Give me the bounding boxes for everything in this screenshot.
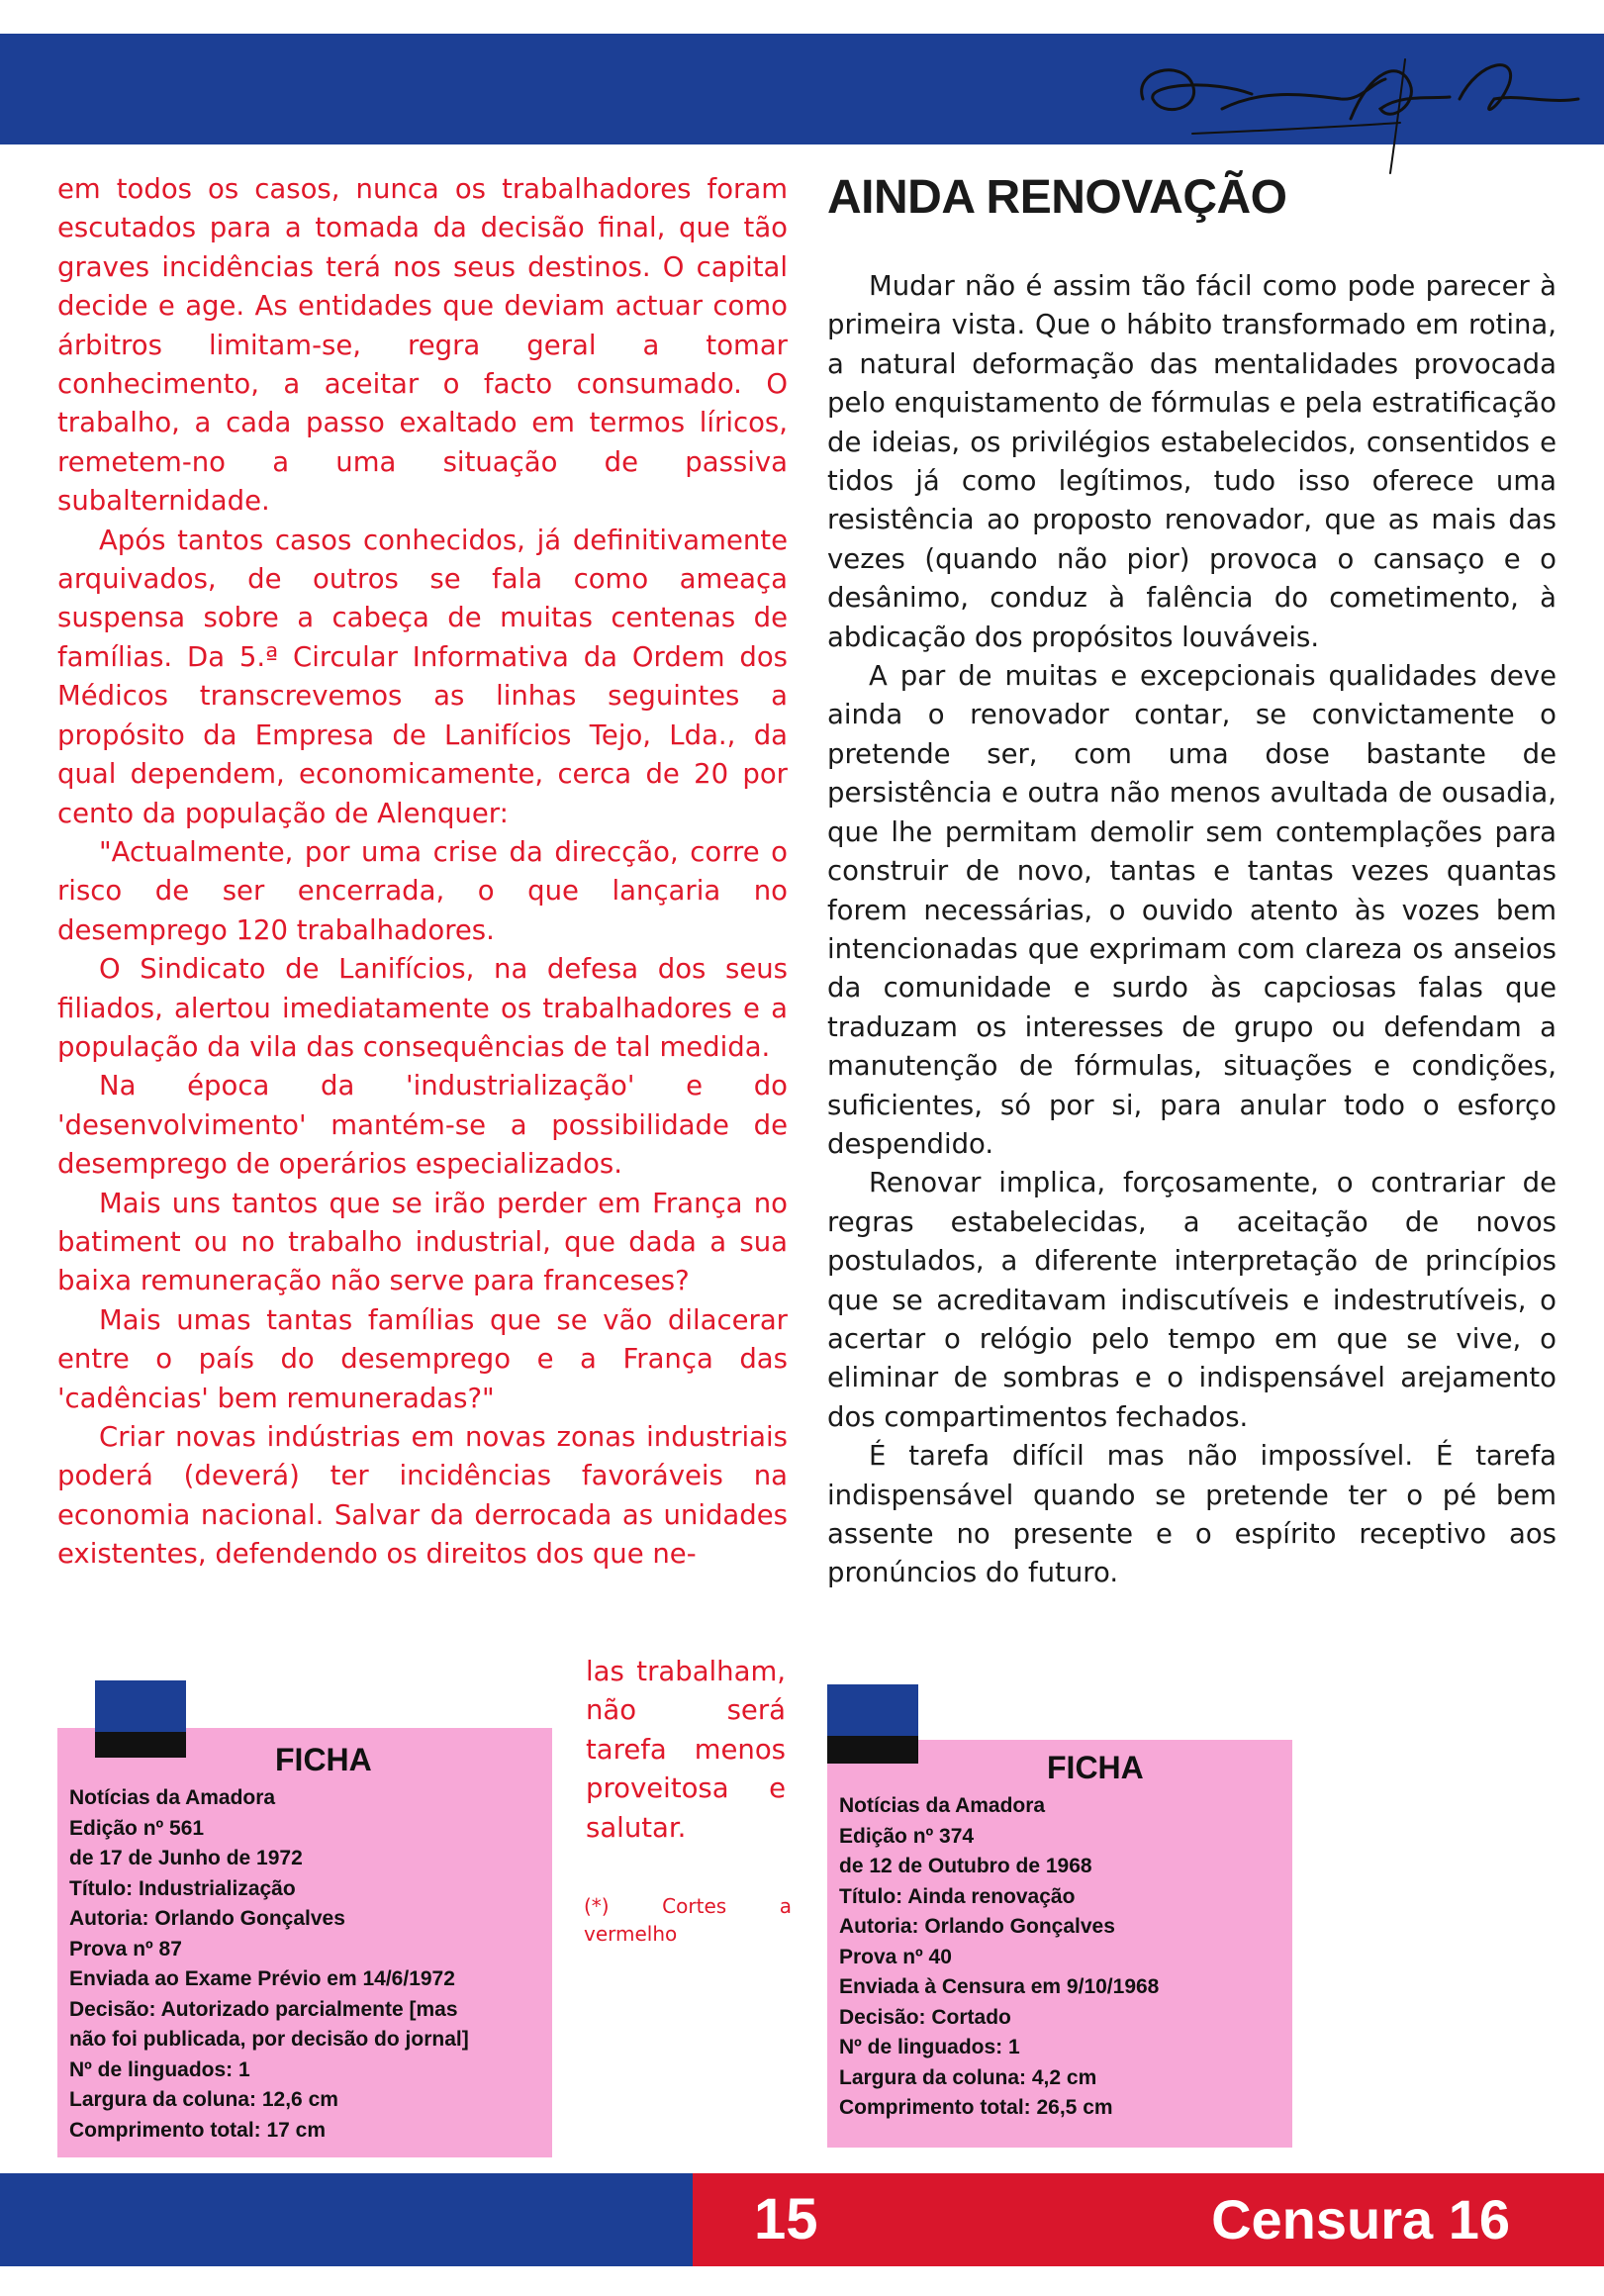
ficha-line: Título: Ainda renovação: [839, 1884, 1076, 1908]
ficha-line: Autoria: Orlando Gonçalves: [839, 1915, 1115, 1938]
footnote: (*) Cortes a vermelho: [584, 1894, 792, 1946]
ficha-line: de 17 de Junho de 1972: [69, 1847, 303, 1869]
section-title: Censura 16: [1211, 2188, 1510, 2250]
ficha-title: FICHA: [275, 1742, 372, 1777]
ficha-line: Nº de linguados: 1: [839, 2036, 1020, 2058]
ficha-box-right: [827, 1740, 1292, 2148]
ficha-box-left: [57, 1728, 552, 2157]
ficha-line: Título: Industrialização: [69, 1876, 296, 1900]
ficha-line: Edição nº 561: [69, 1816, 205, 1840]
right-paragraph: A par de muitas e excepcionais qualidades deve ainda o renovador contar, se convictamente o pretende ser, com uma dose bastante de persistência e outra não menos avultada de ousadia, que lhe permitam demolir sem contemplações para construir de novo, tantas e tantas vezes quantas forem necessárias, o ouvido atento às vozes bem intencionadas que exprimam com clareza os anseios da comunidade e surdo às capciosas falas que traduzam os interesses de grupo ou defendam a manutenção de fórmulas, situações e condições, suficientes, só por si, para anular todo o esforço despendido.: [827, 660, 1557, 1160]
ficha-line: Comprimento total: 17 cm: [69, 2118, 327, 2142]
right-article-column: [827, 267, 1557, 1593]
left-paragraph: Após tantos casos conhecidos, já definitivamente arquivados, de outros se fala como ameaça suspensa sobre a cabeça de muitas centenas de famílias. Da 5.ª Circular Informativa da Ordem dos Médicos transcrevemos as linhas seguintes a propósito da Empresa de Lanifícios Tejo, Lda., da qual dependem, economicamente, cerca de 20 por cento da população de Alenquer:: [57, 524, 788, 829]
right-paragraph: Mudar não é assim tão fácil como pode parecer à primeira vista. Que o hábito transformado em rotina, a natural deformação das mentalidades provocada pelo enquistamento de fórmulas e pela estratificação de ideias, os privilégios estabelecidos, consentidos e tidos já como legítimos, tudo isso oferece uma resistência ao proposto renovador, que as mais das vezes (quando não pior) provoca o cansaço e o desânimo, conduz à falência do cometimento, à abdicação dos propósitos louváveis.: [827, 270, 1557, 653]
ficha-line: Nº de linguados: 1: [69, 2057, 250, 2081]
ficha-line: Enviada ao Exame Prévio em 14/6/1972: [69, 1967, 455, 1990]
ficha-line: Decisão: Cortado: [839, 2005, 1011, 2029]
signature-image: [1103, 40, 1598, 178]
ficha-line: Notícias da Amadora: [839, 1794, 1046, 1817]
left-article-column: [57, 170, 788, 1575]
left-article-tail: las trabalham, não será tarefa menos proveitosa e salutar.: [586, 1656, 786, 1844]
ficha-tab: [95, 1680, 186, 1732]
ficha-line: Enviada à Censura em 9/10/1968: [839, 1975, 1160, 1998]
left-paragraph: "Actualmente, por uma crise da direcção, corre o risco de ser encerrada, o que lançaria no desemprego 120 trabalhadores.: [57, 835, 788, 946]
ficha-line: Decisão: Autorizado parcialmente [mas: [69, 1997, 458, 2021]
page-number: 15: [754, 2187, 818, 2251]
left-paragraph: em todos os casos, nunca os trabalhadores foram escutados para a tomada da decisão final, que tão graves incidências terá nos seus destinos. O capital decide e age. As entidades que deviam actuar como árbitros limitam-se, regra geral a tomar conhecimento, a aceitar o facto consumado. O trabalho, a cada passo exaltado em termos líricos, remetem-no a uma situação de passiva subalternidade.: [57, 173, 788, 518]
left-paragraph: Criar novas indústrias em novas zonas industriais poderá (deverá) ter incidências favoráveis na economia nacional. Salvar da derrocada as unidades existentes, defendendo os direitos dos que ne-: [57, 1421, 788, 1571]
ficha-line: Prova nº 40: [839, 1945, 952, 1968]
ficha-tab: [827, 1684, 918, 1736]
ficha-line: Comprimento total: 26,5 cm: [839, 2096, 1113, 2119]
ficha-line: Edição nº 374: [839, 1824, 975, 1848]
ficha-line: Prova nº 87: [69, 1937, 182, 1961]
left-paragraph: Mais umas tantas famílias que se vão dilacerar entre o país do desemprego e a França das 'cadências' bem remuneradas?": [57, 1303, 788, 1414]
ficha-line: Largura da coluna: 4,2 cm: [839, 2065, 1097, 2089]
ficha-line: Autoria: Orlando Gonçalves: [69, 1907, 345, 1930]
ficha-line: de 12 de Outubro de 1968: [839, 1855, 1092, 1877]
right-paragraph: Renovar implica, forçosamente, o contrariar de regras estabelecidas, a aceitação de novos postulados, a diferente interpretação de princípios que se acreditavam indiscutíveis e indestrutíveis, o acertar o relógio pelo tempo em que se vive, o eliminar de sombras e o indispensável arejamento dos compartimentos fechados.: [827, 1167, 1557, 1433]
ficha-tab-shade: [827, 1736, 918, 1764]
ficha-tab-shade: [95, 1732, 186, 1758]
ficha-details: [839, 1791, 1159, 2124]
ficha-title: FICHA: [1047, 1750, 1144, 1785]
left-paragraph: O Sindicato de Lanifícios, na defesa dos seus filiados, alertou imediatamente os trabalhadores e a população da vila das consequências de tal medida.: [57, 953, 788, 1063]
right-paragraph: É tarefa difícil mas não impossível. É tarefa indispensável quando se pretende ter o pé bem assente no presente e o espírito receptivo aos pronúncios do futuro.: [827, 1440, 1557, 1589]
left-paragraph: Mais uns tantos que se irão perder em França no batiment ou no trabalho industrial, que dada a sua baixa remuneração não serve para franceses?: [57, 1187, 788, 1297]
ficha-line: não foi publicada, por decisão do jornal]: [69, 2028, 469, 2051]
article-title: AINDA RENOVAÇÃO: [827, 171, 1287, 224]
ficha-details: [69, 1783, 469, 2146]
left-paragraph: Na época da 'industrialização' e do 'desenvolvimento' mantém-se a possibilidade de desemprego de operários especializados.: [57, 1070, 788, 1181]
ficha-line: Largura da coluna: 12,6 cm: [69, 2088, 338, 2111]
footer-band-blue: [0, 2173, 693, 2266]
ficha-line: Notícias da Amadora: [69, 1786, 276, 1809]
